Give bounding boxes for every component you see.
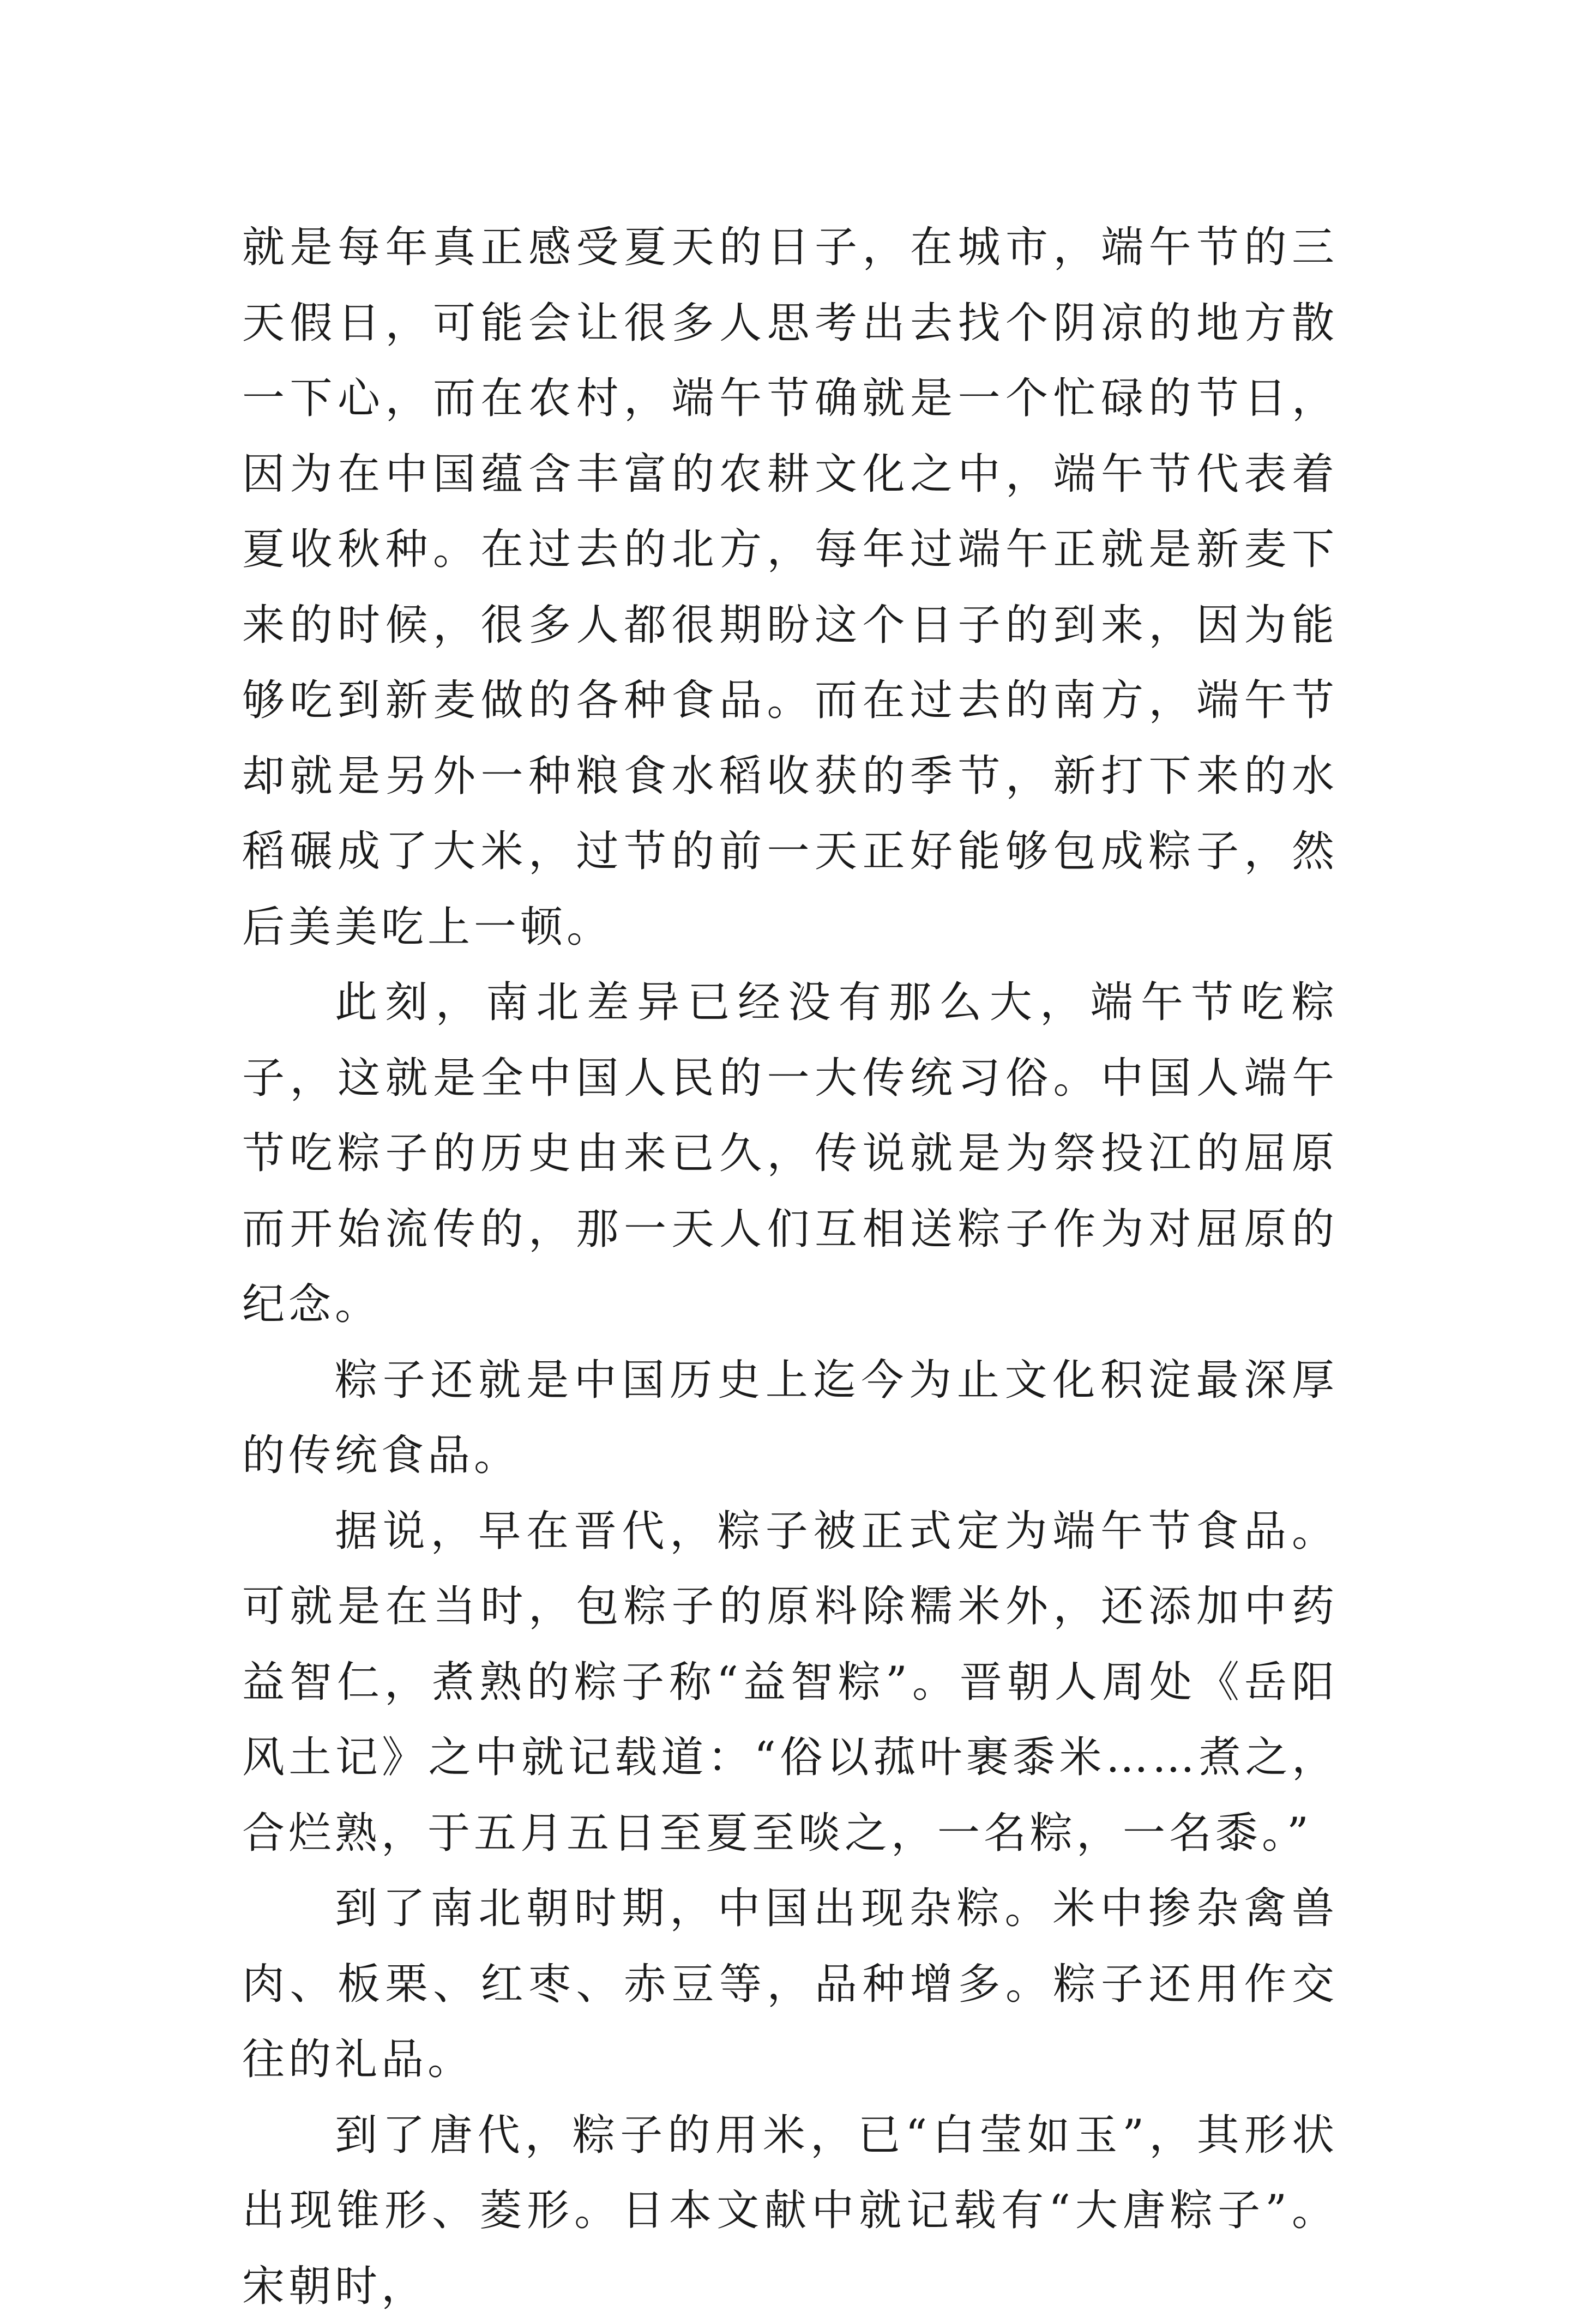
paragraph-continued: 就是每年真正感受夏天的日子，在城市，端午节的三天假日，可能会让很多人思考出去找个阴凉的地方散一下心，而在农村，端午节确就是一个忙碌的节日，因为在中国蕴含丰富的农耕文化之中，端午节代表着夏收秋种。在过去的北方，每年过端午正就是新麦下来的时候，很多人都很期盼这个日子的到来，因为能够吃到新麦做的各种食品。而在过去的南方，端午节却就是另外一种粮食水稻收获的季节，新打下来的水稻碾成了大米，过节的前一天正好能够包成粽子，然后美美吃上一顿。 — [242, 210, 1338, 965]
document-body — [242, 210, 1338, 2324]
paragraph: 此刻，南北差异已经没有那么大，端午节吃粽子，这就是全中国人民的一大传统习俗。中国人端午节吃粽子的历史由来已久，传说就是为祭投江的屈原而开始流传的，那一天人们互相送粽子作为对屈原的纪念。 — [242, 965, 1338, 1343]
paragraph: 到了南北朝时期，中国出现杂粽。米中掺杂禽兽肉、板栗、红枣、赤豆等，品种增多。粽子还用作交往的礼品。 — [242, 1871, 1338, 2098]
paragraph: 据说，早在晋代，粽子被正式定为端午节食品。可就是在当时，包粽子的原料除糯米外，还添加中药益智仁，煮熟的粽子称“益智粽”。晋朝人周处《岳阳风土记》之中就记载道：“俗以菰叶裹黍米……煮之，合烂熟，于五月五日至夏至啖之，一名粽，一名黍。” — [242, 1494, 1338, 1872]
paragraph: 粽子还就是中国历史上迄今为止文化积淀最深厚的传统食品。 — [242, 1343, 1338, 1494]
paragraph: 到了唐代，粽子的用米，已“白莹如玉”，其形状出现锥形、菱形。日本文献中就记载有“大唐粽子”。宋朝时， — [242, 2098, 1338, 2324]
